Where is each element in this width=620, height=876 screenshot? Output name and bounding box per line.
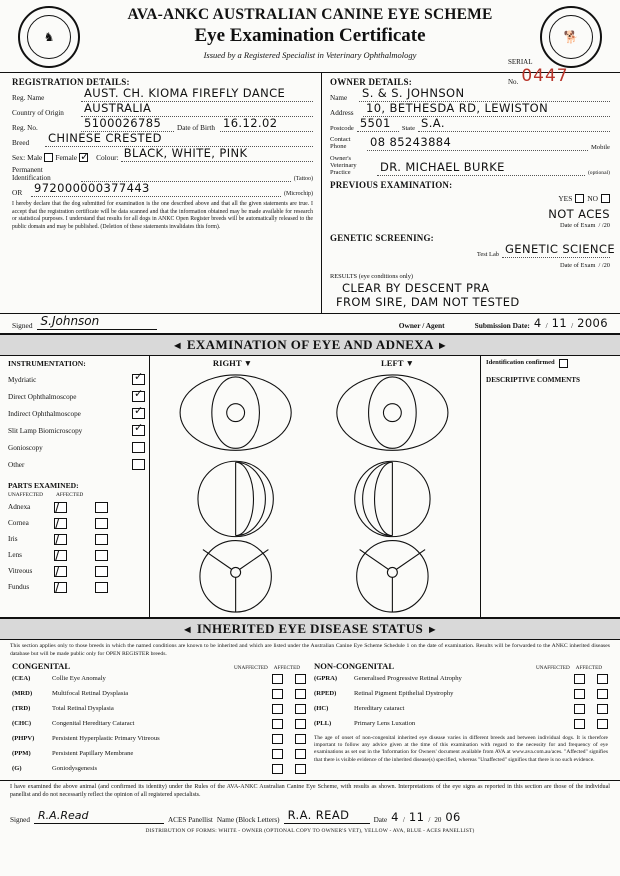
results-label: RESULTS (eye conditions only) <box>330 273 414 281</box>
declaration-text: I hereby declare that the dog submitted for examination is the one described above and that all the given statements are true. I accept that the registration certificate will be data scanned and that the information obtained may be made available for research or statistical purposes. I understand that results for all dogs in ANKC Open Register breeds will be automatically released to the public domain and may be published. (Deletion of these statements invalidates this form). <box>12 201 313 230</box>
noncongenital-column <box>310 661 612 776</box>
instrument-list <box>8 371 145 473</box>
female-label: Female <box>55 153 78 162</box>
part-label: Vitreous <box>8 567 33 576</box>
dog-icon: 🐕 <box>563 29 579 44</box>
instrument-checkbox-other[interactable] <box>132 459 145 470</box>
prev-date-label: Date of Exam <box>559 222 596 230</box>
instrument-label: Gonioscopy <box>8 443 43 452</box>
condition-name: Total Retinal Dysplasia <box>52 705 114 713</box>
owner-name-value: S. & S. JOHNSON <box>362 86 465 100</box>
identification-confirmed-label: Identification confirmed <box>486 359 555 367</box>
name-block-letters-field[interactable] <box>284 807 370 824</box>
name-block-letters-label: Name (Block Letters) <box>216 815 280 824</box>
panellist-date-month: 11 <box>408 809 425 824</box>
pll-unaffected-checkbox[interactable] <box>574 719 585 729</box>
panellist-date-label: Date <box>373 815 388 824</box>
descriptive-comments-field[interactable] <box>486 384 615 564</box>
instrument-label: Indirect Ophthalmoscope <box>8 409 81 418</box>
part-label: Cornea <box>8 519 29 528</box>
instrument-label: Mydriatic <box>8 375 37 384</box>
contact-phone-label: Contact Phone <box>330 136 351 151</box>
contact-phone-field[interactable] <box>367 134 588 151</box>
congenital-row[interactable] <box>12 701 306 716</box>
microchip-value: 972000000377443 <box>34 181 150 196</box>
panellist-declaration: I have examined the above animal (and confirmed its identity) under the Rules of the AVA-ANKC Australian Canine Eye Scheme, with results as shown. Interpretations of the eye signs as reported in this section are those of the individual panellist and do not necessarily reflect the opinion of all registered specialists. <box>10 784 610 798</box>
right-eye-label-text: RIGHT <box>212 358 242 369</box>
descriptive-comments-label: DESCRIPTIVE COMMENTS <box>486 376 581 385</box>
title-block <box>0 0 620 60</box>
rped-affected-checkbox[interactable] <box>597 689 608 699</box>
part-affected-cornea[interactable] <box>95 518 108 529</box>
panellist-footer <box>0 780 620 834</box>
part-label: Fundus <box>8 583 30 592</box>
condition-code: (CHC) <box>12 720 32 728</box>
hc-unaffected-checkbox[interactable] <box>574 704 585 714</box>
colour-value: BLACK, WHITE, PINK <box>123 146 248 160</box>
congenital-list <box>12 671 306 776</box>
serial-value: 0447 <box>521 66 569 86</box>
prev-date-value: / /20 <box>598 222 610 230</box>
instrument-row[interactable] <box>8 405 145 422</box>
eye-diagrams-svg[interactable] <box>150 368 480 616</box>
part-label: Iris <box>8 535 18 544</box>
instrument-row[interactable] <box>8 439 145 456</box>
part-row[interactable] <box>8 531 145 547</box>
down-triangle-icon: ▼ <box>405 358 414 369</box>
colour-label: Colour: <box>96 153 119 162</box>
submission-date-label: Submission Date: <box>474 321 530 331</box>
rped-unaffected-checkbox[interactable] <box>574 689 585 699</box>
phpv-affected-checkbox[interactable] <box>295 734 306 744</box>
congenital-row[interactable] <box>12 671 306 686</box>
reg-no-value: 5100026785 <box>84 116 162 130</box>
genetic-screening-heading: GENETIC SCREENING: <box>330 233 434 244</box>
serial-no-label: No. <box>508 78 519 86</box>
part-unaffected-adnexa[interactable]: / <box>54 502 67 513</box>
details-section <box>0 72 620 314</box>
colour-field[interactable] <box>121 146 313 162</box>
prev-no-label: NO <box>587 194 598 204</box>
down-triangle-icon: ▼ <box>243 358 253 369</box>
contact-phone-value: 08 85243884 <box>370 134 452 149</box>
part-affected-adnexa[interactable] <box>95 502 108 513</box>
exam-section-bar <box>0 334 620 356</box>
parts-subheader <box>8 492 145 498</box>
congenital-heading: CONGENITAL <box>12 661 71 672</box>
left-arrow-icon: ◄ <box>181 624 194 637</box>
prev-no-checkbox[interactable] <box>601 194 610 203</box>
previous-exam-heading: PREVIOUS EXAMINATION: <box>330 180 453 191</box>
genetic-date-value: / /20 <box>598 262 610 270</box>
panellist-date-year: 06 <box>445 809 461 824</box>
part-unaffected-cornea[interactable]: / <box>54 518 67 529</box>
condition-code: (GPRA) <box>314 675 338 683</box>
instrument-label: Direct Ophthalmoscope <box>8 392 77 401</box>
part-unaffected-vitreous[interactable]: / <box>54 566 67 577</box>
optional-label: (optional) <box>587 170 610 177</box>
parts-examined-heading: PARTS EXAMINED: <box>8 481 79 491</box>
instrument-label: Other <box>8 460 25 469</box>
panellist-signature-value: R.A.Read <box>37 808 89 822</box>
part-unaffected-lens[interactable]: / <box>54 550 67 561</box>
reg-no-label: Reg. No. <box>12 123 38 132</box>
owner-vet-label: Owner's Veterinary Practice <box>330 154 357 177</box>
part-label: Lens <box>8 551 22 560</box>
condition-name: Retinal Pigment Epithelial Dystrophy <box>354 690 454 698</box>
owner-agent-label: Owner / Agent <box>398 321 445 331</box>
results-value-line1: CLEAR BY DESCENT PRA <box>342 281 490 296</box>
postcode-label: Postcode <box>330 125 354 132</box>
condition-name: Primary Lens Luxation <box>354 720 416 728</box>
noncongenital-row[interactable] <box>314 671 608 686</box>
condition-code: (RPED) <box>314 690 337 698</box>
mobile-label: Mobile <box>590 143 610 151</box>
owner-address-label: Address <box>330 108 354 117</box>
ppm-affected-checkbox[interactable] <box>295 749 306 759</box>
part-affected-vitreous[interactable] <box>95 566 108 577</box>
pll-affected-checkbox[interactable] <box>597 719 608 729</box>
submission-day: 4 <box>533 316 542 331</box>
noncongenital-list <box>314 671 608 731</box>
trd-affected-checkbox[interactable] <box>295 704 306 714</box>
permanent-id-label: Permanent Identification <box>12 166 51 183</box>
g-affected-checkbox[interactable] <box>295 764 306 774</box>
right-arrow-icon: ► <box>436 340 449 353</box>
instrument-checkbox-gonioscopy[interactable] <box>132 442 145 453</box>
test-lab-field[interactable] <box>502 242 616 258</box>
dob-value: 16.12.02 <box>223 116 278 130</box>
condition-name: Hereditary cataract <box>354 705 405 713</box>
owner-signature-row: Signed S.Johnson Owner / Agent Submission Date: 4 / 11 / 2006 <box>0 314 620 334</box>
reg-name-value: AUST. CH. KIOMA FIREFLY DANCE <box>84 86 286 100</box>
microchip-label: (Microchip) <box>284 191 313 198</box>
instrumentation-column <box>0 356 150 617</box>
owner-heading: OWNER DETAILS: <box>330 77 412 87</box>
dob-label: Date of Birth <box>177 123 215 132</box>
panellist-signed-label: Signed <box>10 815 30 824</box>
instrument-row[interactable] <box>8 388 145 405</box>
prev-yes-label: YES <box>558 194 573 204</box>
part-row[interactable] <box>8 515 145 531</box>
chc-affected-checkbox[interactable] <box>295 719 306 729</box>
congenital-unaffected-label: UNAFFECTED <box>234 665 268 672</box>
breed-value: CHINESE CRESTED <box>48 131 162 145</box>
phpv-unaffected-checkbox[interactable] <box>272 734 283 744</box>
submission-year: 2006 <box>577 316 608 331</box>
panellist-date-year-prefix: 20 <box>434 815 442 824</box>
cea-unaffected-checkbox[interactable] <box>272 674 283 684</box>
left-eye-label <box>315 358 480 368</box>
condition-name: Multifocal Retinal Dysplasia <box>52 690 129 698</box>
country-of-origin-label: Country of Origin <box>12 108 64 117</box>
panellist-signature-row: Signed R.A.Read ACES Panellist Name (Block Letters) R.A. READ Date 4 / 11 / 20 06 <box>10 807 461 824</box>
congenital-row[interactable] <box>12 731 306 746</box>
genetic-date-label: Date of Exam <box>559 262 596 270</box>
condition-code: (PPM) <box>12 750 31 758</box>
identification-confirmed-checkbox[interactable] <box>559 359 568 368</box>
identification-column <box>480 356 620 617</box>
owner-name-label: Name <box>330 93 348 102</box>
results-value-line2: FROM SIRE, DAM NOT TESTED <box>336 295 520 310</box>
gpra-unaffected-checkbox[interactable] <box>574 674 585 684</box>
instrument-checkbox-direct-ophthalmoscope[interactable] <box>132 391 145 402</box>
test-lab-label: Test Lab <box>476 251 499 259</box>
exam-section <box>0 356 620 618</box>
condition-code: (PLL) <box>314 720 332 728</box>
congenital-affected-label: AFFECTED <box>273 665 300 672</box>
congenital-column <box>8 661 310 776</box>
parts-unaffected-label: UNAFFECTED <box>8 492 44 499</box>
noncongenital-affected-label: AFFECTED <box>575 665 602 672</box>
part-row[interactable] <box>8 579 145 595</box>
condition-code: (PHPV) <box>12 735 35 743</box>
page-issuer-note: Issued by a Registered Specialist in Veterinary Ophthalmology <box>203 50 417 60</box>
trd-unaffected-checkbox[interactable] <box>272 704 283 714</box>
serial-label: SERIAL <box>508 58 533 66</box>
chc-unaffected-checkbox[interactable] <box>272 719 283 729</box>
reg-name-label: Reg. Name <box>12 93 45 102</box>
panellist-date-day: 4 <box>391 809 399 824</box>
congenital-row[interactable] <box>12 746 306 761</box>
state-field[interactable] <box>418 116 610 132</box>
condition-code: (HC) <box>314 705 329 713</box>
parts-list <box>8 499 145 595</box>
condition-code: (TRD) <box>12 705 31 713</box>
condition-name: Goniodysgenesis <box>52 765 98 773</box>
cea-affected-checkbox[interactable] <box>295 674 306 684</box>
gpra-affected-checkbox[interactable] <box>597 674 608 684</box>
part-unaffected-fundus[interactable]: / <box>54 582 67 593</box>
left-arrow-icon: ◄ <box>171 340 184 353</box>
breed-label: Breed <box>12 138 30 147</box>
owner-details <box>322 73 620 313</box>
state-label: State <box>401 125 415 132</box>
hc-affected-checkbox[interactable] <box>597 704 608 714</box>
female-checkbox[interactable] <box>79 153 88 162</box>
postcode-field[interactable] <box>357 116 399 132</box>
instrument-checkbox-indirect-ophthalmoscope[interactable] <box>132 408 145 419</box>
noncongenital-row[interactable] <box>314 716 608 731</box>
postcode-value: 5501 <box>359 116 391 130</box>
owner-address-value: 10, BETHESDA RD, LEWISTON <box>366 101 549 115</box>
prev-exam-note: NOT ACES <box>548 207 610 222</box>
condition-code: (G) <box>12 765 22 773</box>
condition-code: (MRD) <box>12 690 33 698</box>
owner-vet-field[interactable] <box>377 160 585 176</box>
right-eye-label <box>150 358 315 368</box>
test-lab-value: GENETIC SCIENCE <box>505 242 616 257</box>
right-arrow-icon: ► <box>426 624 439 637</box>
owner-signature-value: S.Johnson <box>40 314 100 329</box>
page-subtitle: Eye Examination Certificate <box>194 25 426 46</box>
condition-name: Persistent Papillary Membrane <box>52 750 134 758</box>
part-label: Adnexa <box>8 503 31 512</box>
inherited-columns <box>0 661 620 776</box>
distribution-note: DISTRIBUTION OF FORMS: WHITE - OWNER (OPTIONAL COPY TO OWNER'S VET), YELLOW - AVA, BLUE - ACES PANELLIST) <box>145 827 475 834</box>
part-row[interactable] <box>8 563 145 579</box>
g-unaffected-checkbox[interactable] <box>272 764 283 774</box>
serial-block <box>508 58 604 86</box>
panellist-signature-field[interactable] <box>34 808 164 824</box>
mrd-unaffected-checkbox[interactable] <box>272 689 283 699</box>
part-row[interactable] <box>8 499 145 515</box>
submission-month: 11 <box>551 316 568 331</box>
microchip-field[interactable] <box>31 181 281 197</box>
instrument-row[interactable] <box>8 456 145 473</box>
condition-code: (CEA) <box>12 675 31 683</box>
results-field[interactable] <box>330 281 610 309</box>
noncongenital-row[interactable] <box>314 701 608 716</box>
instrument-row[interactable] <box>8 422 145 439</box>
ava-logo <box>18 6 80 68</box>
instrument-checkbox-mydriatic[interactable] <box>132 374 145 385</box>
state-value: S.A. <box>421 116 445 130</box>
owner-signed-label: Signed <box>12 321 33 331</box>
or-label: OR <box>12 188 23 198</box>
sex-label: Sex: <box>12 153 26 162</box>
ankc-logo-inner <box>549 15 593 59</box>
male-label: Male <box>27 153 43 162</box>
tattoo-label: (Tattoo) <box>293 176 313 183</box>
inherited-section-title: INHERITED EYE DISEASE STATUS <box>196 621 424 637</box>
prev-yes-checkbox[interactable] <box>575 194 584 203</box>
noncongenital-heading: NON-CONGENITAL <box>314 661 395 672</box>
country-of-origin-value: AUSTRALIA <box>84 101 152 115</box>
instrument-label: Slit Lamp Biomicroscopy <box>8 426 83 435</box>
exam-section-title: EXAMINATION OF EYE AND ADNEXA <box>186 337 434 353</box>
name-block-letters-value: R.A. READ <box>287 807 350 822</box>
mrd-affected-checkbox[interactable] <box>295 689 306 699</box>
instrument-row[interactable] <box>8 371 145 388</box>
eye-diagram-area <box>150 356 480 617</box>
condition-name: Collie Eye Anomaly <box>52 675 106 683</box>
dob-field[interactable] <box>220 116 313 132</box>
ava-logo-inner <box>27 15 71 59</box>
left-eye-label-text: LEFT <box>381 358 404 369</box>
part-affected-lens[interactable] <box>95 550 108 561</box>
congenital-row[interactable] <box>12 716 306 731</box>
congenital-row[interactable] <box>12 761 306 776</box>
age-of-onset-note: The age of onset of non-congenital inherited eye disease varies in different breeds and between individual dogs. It is therefore important to follow any advice given at the time of this examination with regard to the necessity for and frequency of eye examinations as set out in the 'Information for Owners' document available from AVA at www.ava.com.au/aces. "Affected" signifies that there is visible evidence of the inherited disease(s) specified, whereas "Unaffected" signifies that there is no such evidence. <box>314 735 608 763</box>
inherited-intro-text: This section applies only to those breeds in which the named conditions are known to be inherited and which are listed under the Australian Canine Eye Scheme Schedule 1 on the date of examination. Results will be forwarded to the ANKC inherited diseases database but will be made public only for OPEN REGISTER breeds. <box>10 643 610 657</box>
parts-affected-label: AFFECTED <box>56 492 84 499</box>
condition-name: Persistent Hyperplastic Primary Vitreous <box>52 735 160 743</box>
instrument-checkbox-slit-lamp[interactable] <box>132 425 145 436</box>
registration-heading: REGISTRATION DETAILS: <box>12 77 130 87</box>
condition-name: Congenital Hereditary Cataract <box>52 720 135 728</box>
owner-signature-field[interactable] <box>37 314 157 330</box>
owner-vet-value: DR. MICHAEL BURKE <box>380 160 505 175</box>
part-affected-fundus[interactable] <box>95 582 108 593</box>
part-row[interactable] <box>8 547 145 563</box>
part-unaffected-iris[interactable]: / <box>54 534 67 545</box>
horse-rider-icon: ♞ <box>43 29 55 44</box>
condition-name: Generalised Progressive Retinal Atrophy <box>354 675 462 683</box>
part-affected-iris[interactable] <box>95 534 108 545</box>
aces-panellist-label: ACES Panellist <box>167 815 213 824</box>
instrumentation-heading: INSTRUMENTATION: <box>8 359 86 369</box>
inherited-section-bar <box>0 618 620 640</box>
male-checkbox[interactable] <box>44 153 53 162</box>
congenital-row[interactable] <box>12 686 306 701</box>
registration-details <box>0 73 322 313</box>
page-title: AVA-ANKC AUSTRALIAN CANINE EYE SCHEME <box>127 6 493 23</box>
noncongenital-row[interactable] <box>314 686 608 701</box>
noncongenital-unaffected-label: UNAFFECTED <box>536 665 570 672</box>
owner-address-field[interactable] <box>363 101 610 117</box>
ppm-unaffected-checkbox[interactable] <box>272 749 283 759</box>
